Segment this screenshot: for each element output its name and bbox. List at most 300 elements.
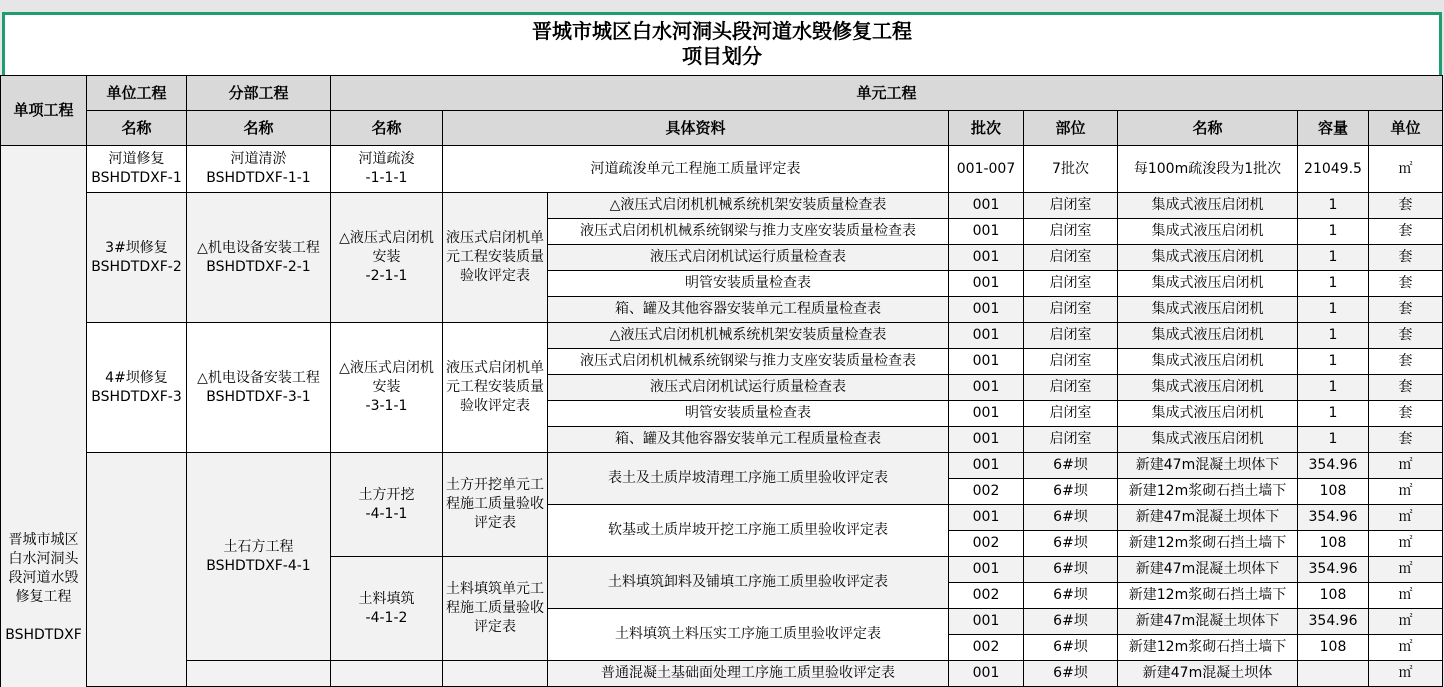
- detail-cell[interactable]: [548, 505, 949, 557]
- batch-cell[interactable]: [949, 271, 1024, 297]
- project-name: 晋城市城区白水河洞头段河道水毁修复工程: [8, 532, 79, 605]
- unit-cell[interactable]: [87, 323, 187, 453]
- capacity-value: 1: [1328, 223, 1338, 239]
- detail-text: 表土及土质岸坡清理工序施工质里验收评定表: [608, 470, 888, 486]
- batch-value: 001: [972, 223, 1000, 239]
- detail-cell[interactable]: [548, 661, 949, 687]
- item-name-value: 集成式液压启闭机: [1151, 405, 1264, 421]
- item-name-cell[interactable]: [1118, 609, 1298, 635]
- measure-value: ㎡: [1398, 535, 1413, 551]
- capacity-cell[interactable]: [1298, 271, 1369, 297]
- capacity-value: 21049.5: [1304, 160, 1362, 177]
- batch-cell[interactable]: [949, 193, 1024, 219]
- capacity-value: 108: [1319, 483, 1347, 499]
- detail-text: △液压式启闭机机械系统机架安装质量检查表: [609, 327, 887, 343]
- detail-cell[interactable]: [548, 323, 949, 349]
- measure-cell[interactable]: [1369, 427, 1443, 453]
- location-value: 6#坝: [1053, 509, 1088, 525]
- capacity-value: 1: [1328, 197, 1338, 213]
- form-name: 液压式启闭机单元工程安装质量验收评定表: [446, 360, 544, 414]
- item-name-cell[interactable]: [1118, 427, 1298, 453]
- batch-value: 001: [972, 353, 1000, 369]
- measure-value: 套: [1398, 275, 1413, 291]
- item-name-cell[interactable]: [1118, 297, 1298, 323]
- item-name-cell[interactable]: [1118, 505, 1298, 531]
- capacity-cell[interactable]: [1298, 375, 1369, 401]
- measure-cell[interactable]: [1369, 635, 1443, 661]
- location-cell[interactable]: [1024, 401, 1118, 427]
- division-cell[interactable]: [187, 323, 331, 453]
- location-cell[interactable]: [1024, 635, 1118, 661]
- capacity-cell[interactable]: [1298, 531, 1369, 557]
- location-cell[interactable]: [1024, 219, 1118, 245]
- batch-value: 001: [972, 665, 1000, 681]
- capacity-cell[interactable]: [1298, 146, 1369, 193]
- element-cell[interactable]: [331, 323, 443, 453]
- item-name-cell[interactable]: [1118, 146, 1298, 193]
- division-code: BSHDTDXF-1-1: [206, 170, 311, 186]
- unit-name: 河道修复: [108, 151, 165, 167]
- detail-text: 明管安装质量检查表: [685, 275, 811, 291]
- detail-cell[interactable]: [548, 427, 949, 453]
- capacity-value: 1: [1328, 353, 1338, 369]
- header-location[interactable]: 部位: [1024, 111, 1118, 146]
- item-name-cell[interactable]: [1118, 349, 1298, 375]
- capacity-cell[interactable]: [1298, 219, 1369, 245]
- item-name-value: 集成式液压启闭机: [1151, 353, 1264, 369]
- form-name: 土方开挖单元工程施工质量验收评定表: [446, 477, 544, 531]
- item-name-value: 集成式液压启闭机: [1151, 431, 1264, 447]
- location-value: 启闭室: [1049, 197, 1092, 213]
- item-name-value: 集成式液压启闭机: [1151, 223, 1264, 239]
- item-name-value: 新建47m混凝土坝体下: [1135, 509, 1280, 525]
- item-name-cell[interactable]: [1118, 479, 1298, 505]
- item-name-cell[interactable]: [1118, 583, 1298, 609]
- element-name: △液压式启闭机安装: [339, 360, 434, 395]
- measure-cell[interactable]: [1369, 531, 1443, 557]
- capacity-cell[interactable]: [1298, 453, 1369, 479]
- item-name-cell[interactable]: [1118, 219, 1298, 245]
- measure-value: ㎡: [1398, 639, 1413, 655]
- project-code: BSHDTDXF: [5, 627, 82, 643]
- location-cell[interactable]: [1024, 661, 1118, 687]
- capacity-cell[interactable]: [1298, 635, 1369, 661]
- batch-cell[interactable]: [949, 219, 1024, 245]
- division-cell[interactable]: [187, 193, 331, 323]
- batch-cell[interactable]: [949, 427, 1024, 453]
- location-value: 6#坝: [1053, 483, 1088, 499]
- measure-cell[interactable]: [1369, 401, 1443, 427]
- capacity-value: 1: [1328, 249, 1338, 265]
- batch-cell[interactable]: [949, 401, 1024, 427]
- batch-cell[interactable]: [949, 297, 1024, 323]
- item-name-value: 新建12m浆砌石挡土墙下: [1128, 587, 1287, 603]
- location-cell[interactable]: [1024, 297, 1118, 323]
- batch-value: 001: [972, 431, 1000, 447]
- project-division-table: [0, 75, 1443, 687]
- location-cell[interactable]: [1024, 427, 1118, 453]
- location-value: 启闭室: [1049, 301, 1092, 317]
- form-cell[interactable]: [443, 193, 548, 323]
- form-name: 液压式启闭机单元工程安装质量验收评定表: [446, 230, 544, 284]
- measure-cell[interactable]: [1369, 583, 1443, 609]
- detail-cell[interactable]: [548, 193, 949, 219]
- header-single-item[interactable]: 单项工程: [1, 76, 87, 146]
- batch-cell[interactable]: [949, 609, 1024, 635]
- location-value: 启闭室: [1049, 275, 1092, 291]
- detail-cell[interactable]: [548, 453, 949, 505]
- batch-cell[interactable]: [949, 349, 1024, 375]
- detail-cell[interactable]: [548, 219, 949, 245]
- detail-cell[interactable]: [548, 271, 949, 297]
- element-name: 土料填筑: [358, 590, 415, 607]
- batch-cell[interactable]: [949, 583, 1024, 609]
- measure-value: 套: [1398, 405, 1413, 421]
- detail-cell[interactable]: [548, 245, 949, 271]
- capacity-value: 354.96: [1308, 509, 1358, 525]
- item-name-cell[interactable]: [1118, 453, 1298, 479]
- measure-cell[interactable]: [1369, 219, 1443, 245]
- form-name: 土料填筑单元工程施工质量验收评定表: [446, 581, 544, 635]
- unit-code: BSHDTDXF-3: [91, 388, 182, 405]
- header-unit-name[interactable]: 名称: [87, 111, 187, 146]
- form-cell[interactable]: [443, 323, 548, 453]
- item-name-value: 集成式液压启闭机: [1151, 275, 1264, 291]
- location-value: 启闭室: [1049, 379, 1092, 395]
- capacity-value: 1: [1328, 327, 1338, 343]
- location-value: 6#坝: [1053, 457, 1088, 473]
- unit-name: 3#坝修复: [105, 239, 168, 256]
- table-body: [1, 146, 1443, 687]
- item-name-value: 集成式液压启闭机: [1151, 379, 1264, 395]
- detail-text: 液压式启闭机试运行质量检查表: [650, 379, 846, 395]
- capacity-cell[interactable]: [1298, 427, 1369, 453]
- capacity-cell[interactable]: [1298, 661, 1369, 687]
- detail-text: 土料填筑卸料及铺填工序施工质里验收评定表: [608, 574, 888, 590]
- location-cell[interactable]: [1024, 479, 1118, 505]
- location-cell[interactable]: [1024, 146, 1118, 193]
- capacity-cell[interactable]: [1298, 609, 1369, 635]
- batch-value: 001-007: [956, 160, 1016, 177]
- detail-text: 箱、罐及其他容器安装单元工程质量检查表: [615, 301, 881, 317]
- capacity-value: 1: [1328, 379, 1338, 395]
- location-cell[interactable]: [1024, 193, 1118, 219]
- detail-cell[interactable]: [443, 146, 949, 193]
- element-cell[interactable]: [331, 661, 443, 687]
- table-row: [1, 193, 1443, 219]
- item-name-cell[interactable]: [1118, 193, 1298, 219]
- measure-cell[interactable]: [1369, 146, 1443, 193]
- measure-value: ㎡: [1398, 561, 1413, 577]
- unit-code: BSHDTDXF-2: [91, 258, 182, 275]
- division-name: △机电设备安装工程: [197, 369, 320, 386]
- item-name-value: 新建47m混凝土坝体下: [1135, 561, 1280, 577]
- element-cell[interactable]: [331, 557, 443, 661]
- location-value: 6#坝: [1053, 639, 1088, 655]
- detail-cell[interactable]: [548, 401, 949, 427]
- capacity-cell[interactable]: [1298, 245, 1369, 271]
- batch-cell[interactable]: [949, 479, 1024, 505]
- element-code: -4-1-2: [365, 609, 408, 626]
- capacity-cell[interactable]: [1298, 583, 1369, 609]
- detail-text: 河道疏浚单元工程施工质量评定表: [590, 160, 801, 177]
- header-batch[interactable]: 批次: [949, 111, 1024, 146]
- detail-cell[interactable]: [548, 557, 949, 609]
- detail-text: 普通混凝土基础面处理工序施工质里验收评定表: [601, 665, 895, 681]
- location-cell[interactable]: [1024, 557, 1118, 583]
- capacity-cell[interactable]: [1298, 349, 1369, 375]
- division-code: BSHDTDXF-4-1: [206, 557, 311, 574]
- capacity-value: 354.96: [1308, 561, 1358, 577]
- capacity-cell[interactable]: [1298, 193, 1369, 219]
- division-cell[interactable]: [187, 453, 331, 661]
- item-name-cell[interactable]: [1118, 323, 1298, 349]
- project-cell[interactable]: [1, 146, 87, 687]
- detail-cell[interactable]: [548, 349, 949, 375]
- detail-cell[interactable]: [548, 609, 949, 661]
- capacity-value: 354.96: [1308, 613, 1358, 629]
- measure-cell[interactable]: [1369, 375, 1443, 401]
- measure-value: 套: [1398, 249, 1413, 265]
- location-cell[interactable]: [1024, 583, 1118, 609]
- header-unit[interactable]: 单位工程: [87, 76, 187, 111]
- location-value: 6#坝: [1053, 587, 1088, 603]
- measure-value: 套: [1398, 327, 1413, 343]
- form-cell[interactable]: [443, 453, 548, 557]
- measure-cell[interactable]: [1369, 271, 1443, 297]
- location-value: 6#坝: [1053, 561, 1088, 577]
- measure-value: ㎡: [1398, 160, 1413, 177]
- capacity-cell[interactable]: [1298, 557, 1369, 583]
- header-element[interactable]: 单元工程: [331, 76, 1443, 111]
- header-element-name[interactable]: 名称: [331, 111, 443, 146]
- batch-cell[interactable]: [949, 557, 1024, 583]
- capacity-cell[interactable]: [1298, 297, 1369, 323]
- measure-value: 套: [1398, 379, 1413, 395]
- capacity-value: 1: [1328, 405, 1338, 421]
- batch-value: 001: [972, 379, 1000, 395]
- header-capacity[interactable]: 容量: [1298, 111, 1369, 146]
- detail-text: 明管安装质量检查表: [685, 405, 811, 421]
- detail-text: 液压式启闭机试运行质量检查表: [650, 249, 846, 265]
- header-detail[interactable]: 具体资料: [443, 111, 949, 146]
- table-row: [1, 661, 1443, 687]
- header-item-name[interactable]: 名称: [1118, 111, 1298, 146]
- table-row: [1, 146, 1443, 193]
- location-value: 启闭室: [1049, 223, 1092, 239]
- batch-cell[interactable]: [949, 245, 1024, 271]
- capacity-value: 354.96: [1308, 457, 1358, 473]
- location-cell[interactable]: [1024, 349, 1118, 375]
- measure-value: 套: [1398, 197, 1413, 213]
- unit-cell[interactable]: [87, 453, 187, 687]
- measure-cell[interactable]: [1369, 557, 1443, 583]
- item-name-value: 集成式液压启闭机: [1151, 249, 1264, 265]
- capacity-value: 1: [1328, 301, 1338, 317]
- location-cell[interactable]: [1024, 531, 1118, 557]
- item-name-value: 新建12m浆砌石挡土墙下: [1128, 535, 1287, 551]
- batch-cell[interactable]: [949, 661, 1024, 687]
- element-name: △液压式启闭机安装: [339, 230, 434, 265]
- location-cell[interactable]: [1024, 245, 1118, 271]
- capacity-value: 108: [1319, 639, 1347, 655]
- batch-cell[interactable]: [949, 146, 1024, 193]
- detail-text: 液压式启闭机机械系统钢梁与推力支座安装质量检查表: [580, 223, 916, 239]
- item-name-cell[interactable]: [1118, 245, 1298, 271]
- batch-cell[interactable]: [949, 531, 1024, 557]
- capacity-cell[interactable]: [1298, 401, 1369, 427]
- measure-value: ㎡: [1398, 457, 1413, 473]
- item-name-value: 新建12m浆砌石挡土墙下: [1128, 483, 1287, 499]
- measure-cell[interactable]: [1369, 479, 1443, 505]
- batch-value: 002: [972, 587, 1000, 603]
- element-name: 土方开挖: [358, 486, 415, 503]
- form-cell[interactable]: [443, 661, 548, 687]
- measure-cell[interactable]: [1369, 349, 1443, 375]
- location-value: 启闭室: [1049, 327, 1092, 343]
- detail-text: △液压式启闭机机械系统机架安装质量检查表: [609, 197, 887, 213]
- batch-cell[interactable]: [949, 505, 1024, 531]
- table-row: [1, 453, 1443, 479]
- sheet-title-cell[interactable]: [2, 12, 1442, 81]
- measure-cell[interactable]: [1369, 661, 1443, 687]
- measure-cell[interactable]: [1369, 323, 1443, 349]
- detail-cell[interactable]: [548, 375, 949, 401]
- item-name-cell[interactable]: [1118, 531, 1298, 557]
- element-cell[interactable]: [331, 146, 443, 193]
- item-name-value: 集成式液压启闭机: [1151, 301, 1264, 317]
- measure-cell[interactable]: [1369, 453, 1443, 479]
- batch-cell[interactable]: [949, 375, 1024, 401]
- batch-value: 001: [972, 275, 1000, 291]
- item-name-cell[interactable]: [1118, 557, 1298, 583]
- item-name-cell[interactable]: [1118, 375, 1298, 401]
- division-cell[interactable]: [187, 661, 331, 687]
- unit-code: BSHDTDXF-1: [91, 170, 182, 186]
- capacity-value: 1: [1328, 431, 1338, 447]
- division-name: 土石方工程: [223, 538, 294, 555]
- batch-value: 002: [972, 483, 1000, 499]
- measure-value: 套: [1398, 353, 1413, 369]
- detail-text: 土料填筑土料压实工序施工质里验收评定表: [615, 626, 881, 642]
- element-cell[interactable]: [331, 193, 443, 323]
- batch-value: 001: [972, 301, 1000, 317]
- detail-cell[interactable]: [548, 297, 949, 323]
- batch-cell[interactable]: [949, 635, 1024, 661]
- batch-value: 002: [972, 535, 1000, 551]
- batch-cell[interactable]: [949, 323, 1024, 349]
- item-name-cell[interactable]: [1118, 271, 1298, 297]
- location-cell[interactable]: [1024, 271, 1118, 297]
- element-code: -3-1-1: [365, 398, 408, 414]
- location-value: 启闭室: [1049, 431, 1092, 447]
- measure-cell[interactable]: [1369, 297, 1443, 323]
- location-value: 6#坝: [1053, 665, 1088, 681]
- capacity-value: 108: [1319, 587, 1347, 603]
- division-name: 河道清淤: [230, 151, 287, 167]
- measure-value: ㎡: [1398, 509, 1413, 525]
- location-value: 启闭室: [1049, 353, 1092, 369]
- measure-value: 套: [1398, 223, 1413, 239]
- location-value: 启闭室: [1049, 405, 1092, 421]
- division-code: BSHDTDXF-3-1: [206, 388, 311, 405]
- measure-cell[interactable]: [1369, 245, 1443, 271]
- batch-value: 002: [972, 639, 1000, 655]
- header-division-name[interactable]: 名称: [187, 111, 331, 146]
- division-code: BSHDTDXF-2-1: [206, 258, 311, 275]
- location-cell[interactable]: [1024, 375, 1118, 401]
- location-cell[interactable]: [1024, 609, 1118, 635]
- element-code: -2-1-1: [365, 268, 408, 284]
- measure-value: 套: [1398, 431, 1413, 447]
- location-cell[interactable]: [1024, 323, 1118, 349]
- table-row: [1, 323, 1443, 349]
- element-cell[interactable]: [331, 453, 443, 557]
- unit-name: 4#坝修复: [105, 369, 168, 386]
- batch-value: 001: [972, 457, 1000, 473]
- detail-text: 软基或土质岸坡开挖工序施工质里验收评定表: [608, 522, 888, 538]
- capacity-cell[interactable]: [1298, 479, 1369, 505]
- element-code: -4-1-1: [365, 505, 408, 522]
- division-name: △机电设备安装工程: [197, 239, 320, 256]
- measure-value: 套: [1398, 301, 1413, 317]
- header-division[interactable]: 分部工程: [187, 76, 331, 111]
- detail-text: 液压式启闭机机械系统钢梁与推力支座安装质量检查表: [580, 353, 916, 369]
- batch-value: 001: [972, 509, 1000, 525]
- capacity-cell[interactable]: [1298, 323, 1369, 349]
- capacity-value: 108: [1319, 535, 1347, 551]
- measure-cell[interactable]: [1369, 609, 1443, 635]
- unit-cell[interactable]: [87, 146, 187, 193]
- sheet-subtitle: 项目划分: [682, 44, 762, 68]
- item-name-cell[interactable]: [1118, 635, 1298, 661]
- item-name-cell[interactable]: [1118, 661, 1298, 687]
- location-value: 6#坝: [1053, 613, 1088, 629]
- measure-value: ㎡: [1398, 613, 1413, 629]
- batch-value: 001: [972, 197, 1000, 213]
- item-name-value: 每100m疏浚段为1批次: [1133, 160, 1282, 177]
- item-name-value: 新建47m混凝土坝体: [1142, 665, 1273, 681]
- measure-cell[interactable]: [1369, 505, 1443, 531]
- location-cell[interactable]: [1024, 505, 1118, 531]
- item-name-value: 集成式液压启闭机: [1151, 327, 1264, 343]
- element-code: -1-1-1: [365, 170, 408, 186]
- detail-text: 箱、罐及其他容器安装单元工程质量检查表: [615, 431, 881, 447]
- batch-cell[interactable]: [949, 453, 1024, 479]
- location-value: 7批次: [1052, 160, 1089, 177]
- form-cell[interactable]: [443, 557, 548, 661]
- element-name: 河道疏浚: [358, 151, 415, 167]
- item-name-value: 新建12m浆砌石挡土墙下: [1128, 639, 1287, 655]
- capacity-cell[interactable]: [1298, 505, 1369, 531]
- location-value: 启闭室: [1049, 249, 1092, 265]
- item-name-value: 集成式液压启闭机: [1151, 197, 1264, 213]
- measure-value: ㎡: [1398, 587, 1413, 603]
- location-cell[interactable]: [1024, 453, 1118, 479]
- item-name-value: 新建47m混凝土坝体下: [1135, 613, 1280, 629]
- measure-cell[interactable]: [1369, 193, 1443, 219]
- unit-cell[interactable]: [87, 193, 187, 323]
- measure-value: ㎡: [1398, 665, 1413, 681]
- header-measure[interactable]: 单位: [1369, 111, 1443, 146]
- toolbar-strip: [0, 0, 1444, 12]
- batch-value: 001: [972, 249, 1000, 265]
- item-name-cell[interactable]: [1118, 401, 1298, 427]
- batch-value: 001: [972, 405, 1000, 421]
- batch-value: 001: [972, 561, 1000, 577]
- division-cell[interactable]: [187, 146, 331, 193]
- batch-value: 001: [972, 613, 1000, 629]
